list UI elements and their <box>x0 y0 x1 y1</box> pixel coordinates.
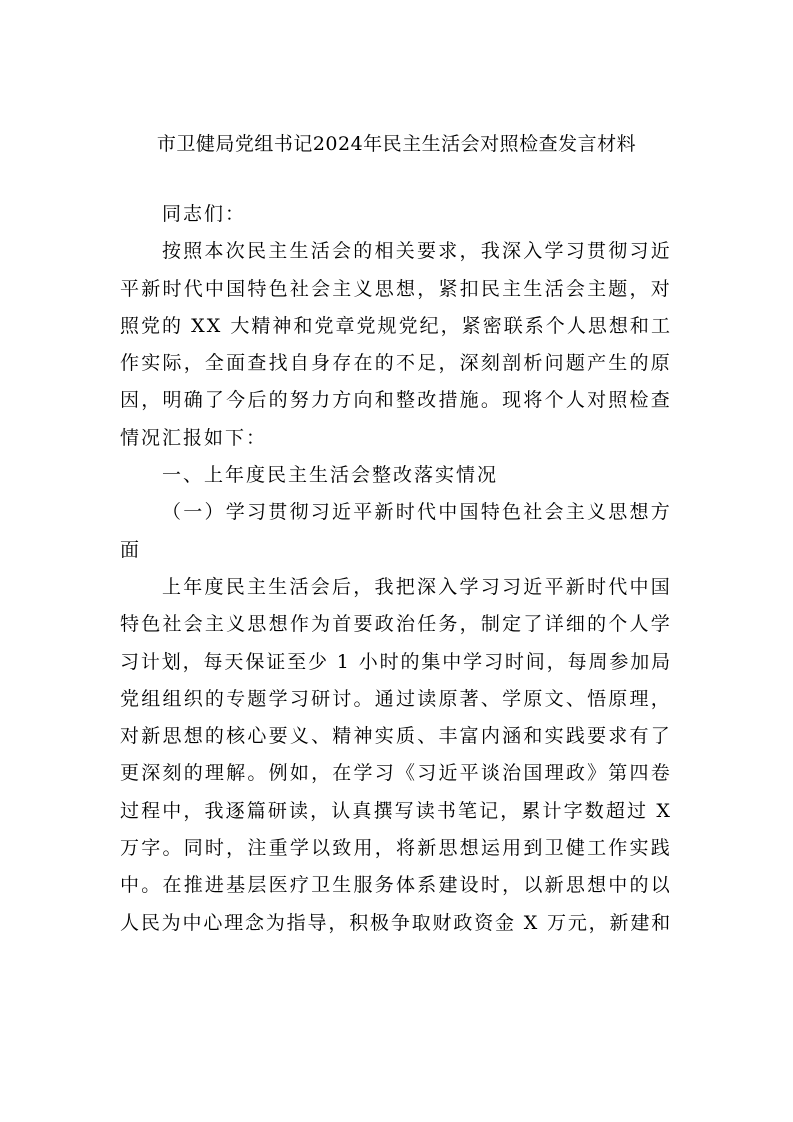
paragraph-line: 人民为中心理念为指导，积极争取财政资金 X 万元，新建和 <box>120 911 672 934</box>
paragraph-line: 上年度民主生活会后，我把深入学习习近平新时代中国 <box>162 575 672 598</box>
paragraph-line: 中。在推进基层医疗卫生服务体系建设时，以新思想中的以 <box>120 874 672 897</box>
paragraph-line: 作实际，全面查找自身存在的不足，深刻剖析问题产生的原 <box>120 352 672 375</box>
paragraph-line: 特色社会主义思想作为首要政治任务，制定了详细的个人学 <box>120 613 672 636</box>
paragraph-line: 万字。同时，注重学以致用，将新思想运用到卫健工作实践 <box>120 837 672 860</box>
paragraph-line: （一）学习贯彻习近平新时代中国特色社会主义思想方 <box>162 501 672 524</box>
paragraph-line: 过程中，我逐篇研读，认真撰写读书笔记，累计字数超过 X <box>120 799 672 822</box>
paragraph-line: 习计划，每天保证至少 1 小时的集中学习时间，每周参加局 <box>120 650 672 673</box>
paragraph-line: 对新思想的核心要义、精神实质、丰富内涵和实践要求有了 <box>120 725 672 748</box>
paragraph-line: 按照本次民主生活会的相关要求，我深入学习贯彻习近 <box>162 240 672 263</box>
paragraph-line: 情况汇报如下： <box>120 426 268 449</box>
paragraph-line: 党组组织的专题学习研讨。通过读原著、学原文、悟原理， <box>120 687 672 710</box>
document-title: 市卫健局党组书记2024年民主生活会对照检查发言材料 <box>156 133 637 155</box>
paragraph-line: 平新时代中国特色社会主义思想，紧扣民主生活会主题，对 <box>120 277 672 300</box>
paragraph-line: 照党的 XX 大精神和党章党规党纪，紧密联系个人思想和工 <box>120 314 672 337</box>
document-body <box>120 196 672 942</box>
paragraph-line: 一、上年度民主生活会整改落实情况 <box>162 464 499 487</box>
paragraph-line: 同志们： <box>162 203 247 225</box>
paragraph-line: 面 <box>120 538 142 561</box>
paragraph-line: 更深刻的理解。例如，在学习《习近平谈治国理政》第四卷 <box>120 762 672 785</box>
paragraph-line: 因，明确了今后的努力方向和整改措施。现将个人对照检查 <box>120 389 672 412</box>
